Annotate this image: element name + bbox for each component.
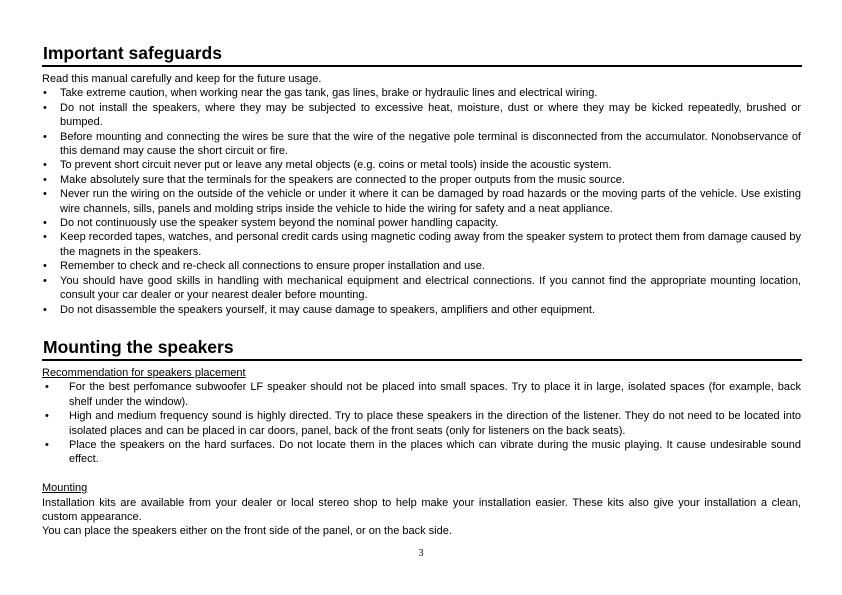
bullet-icon: • — [43, 188, 47, 201]
list-item: • Make absolutely sure that the terminals for the speakers are connected to the proper outputs from the music source. — [43, 173, 625, 186]
subheading-mounting: Mounting — [42, 482, 88, 495]
mounting-paragraph-2: You can place the speakers either on the front side of the panel, or on the back side. — [42, 525, 452, 538]
section-title-important-safeguards: Important safeguards — [42, 43, 802, 67]
page-number: 3 — [418, 548, 424, 559]
bullet-icon: • — [45, 410, 49, 423]
bullet-icon: • — [43, 231, 47, 244]
bullet-icon: • — [43, 159, 47, 172]
list-item: • Place the speakers on the hard surfaces. Do not locate them in the places which can vibrate during the music playing. It cause undesirable sound effect. — [45, 439, 801, 466]
bullet-icon: • — [43, 130, 47, 143]
safeguards-intro: Read this manual carefully and keep for the future usage. — [42, 73, 322, 85]
bullet-icon: • — [43, 173, 47, 186]
bullet-icon: • — [43, 274, 47, 287]
bullet-icon: • — [43, 101, 47, 114]
placement-list — [42, 380, 801, 466]
list-item: • Do not disassemble the speakers yourself, it may cause damage to speakers, amplifiers and other equipment. — [43, 303, 595, 316]
list-item: • For the best perfomance subwoofer LF speaker should not be placed into small spaces. Try to place it in large, isolated spaces (for example, back shelf under the window). — [45, 381, 801, 408]
bullet-icon: • — [43, 217, 47, 230]
section-title-mounting-the-speakers: Mounting the speakers — [42, 337, 802, 361]
bullet-icon: • — [45, 381, 49, 394]
list-item: • High and medium frequency sound is highly directed. Try to place these speakers in the direction of the listener. They do not need to be located into isolated places and can be placed in car doors, panel, back of the front seats (only for listeners on the back seats). — [45, 410, 801, 437]
list-item: • Do not install the speakers, where they may be subjected to excessive heat, moisture, dust or where they may be kicked repeatedly, brushed or bumped. — [43, 101, 801, 129]
mounting-body — [42, 366, 801, 539]
list-item: • You should have good skills in handling with mechanical equipment and electrical connections. If you cannot find the appropriate mounting location, consult your car dealer or your nearest dealer before mounting. — [43, 274, 801, 302]
bullet-icon: • — [43, 260, 47, 273]
list-item: • Remember to check and re-check all connections to ensure proper installation and use. — [43, 260, 485, 273]
bullet-icon: • — [45, 439, 49, 452]
bullet-icon: • — [43, 87, 47, 100]
mounting-paragraph-1: Installation kits are available from your dealer or local stereo shop to help make your installation easier. These kits also give your installation a clean, custom appearance. — [42, 496, 801, 524]
spacer — [42, 467, 801, 481]
list-item: • Keep recorded tapes, watches, and personal credit cards using magnetic coding away from the speaker system to protect them from damage caused by the magnets in the speakers. — [43, 231, 801, 258]
bullet-icon: • — [43, 303, 47, 316]
list-item: • Do not continuously use the speaker system beyond the nominal power handling capacity. — [43, 217, 499, 230]
subheading-placement: Recommendation for speakers placement — [42, 367, 246, 379]
list-item: • Before mounting and connecting the wires be sure that the wire of the negative pole terminal is disconnected from the accumulator. Nonobservance of this demand may cause the short circuit or fire. — [43, 130, 801, 158]
safeguards-body — [42, 72, 801, 317]
list-item: • To prevent short circuit never put or leave any metal objects (e.g. coins or metal tools) inside the acoustic system. — [43, 159, 612, 172]
safeguards-list — [42, 86, 801, 317]
list-item: • Take extreme caution, when working near the gas tank, gas lines, brake or hydraulic lines and electrical wiring. — [43, 87, 598, 100]
list-item: • Never run the wiring on the outside of the vehicle or under it where it can be damaged by road hazards or the moving parts of the vehicle. Use existing wire channels, sills, panels and molding strips inside the vehicle to hide the wiring for safety and a neat appliance. — [43, 188, 801, 215]
